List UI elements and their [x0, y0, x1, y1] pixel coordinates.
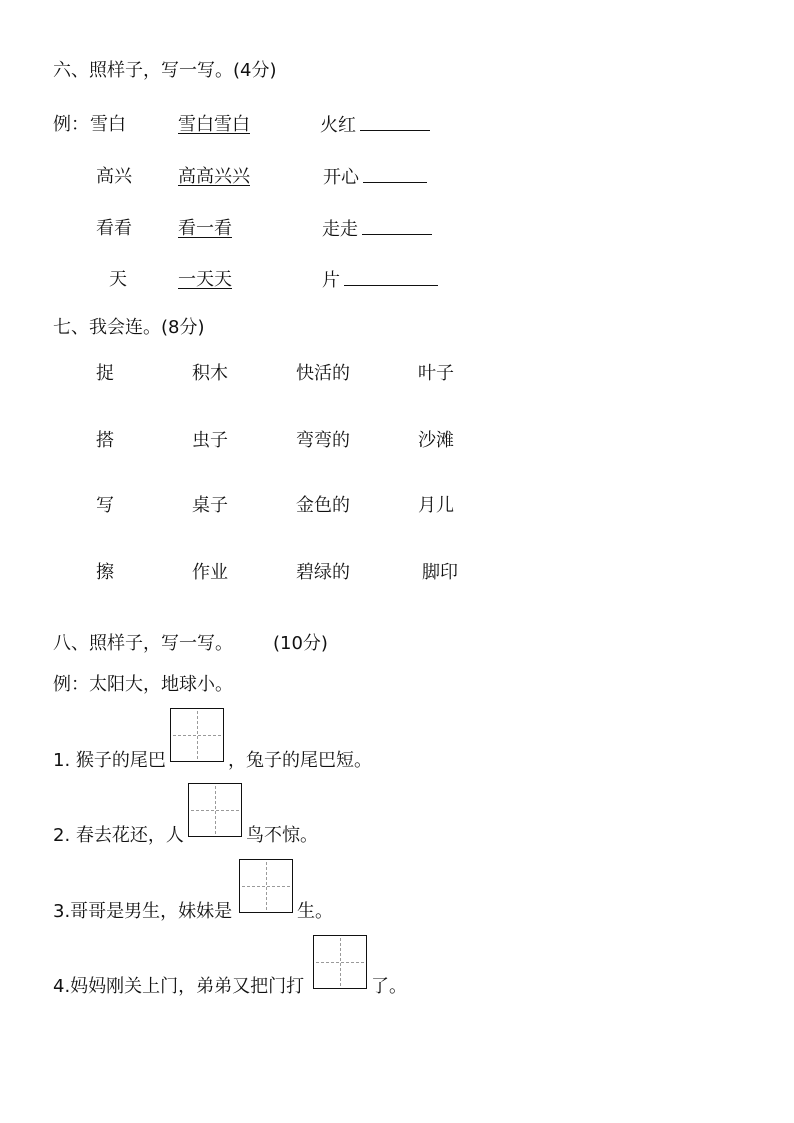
sentence-4-before: 4.妈妈刚关上门，弟弟又把门打: [53, 976, 305, 997]
writing-box-1[interactable]: [170, 708, 224, 762]
match-object: 脚印: [422, 562, 458, 583]
match-verb: 写: [96, 495, 114, 516]
answer-yitiantian: 一天天: [178, 269, 232, 290]
sentence-1-before: 1. 猴子的尾巴: [53, 750, 166, 771]
section8-title: 八、照样子，写一写。: [53, 633, 233, 654]
sentence-1-after: ，兔子的尾巴短。: [228, 750, 372, 771]
writing-box-4[interactable]: [313, 935, 367, 989]
word-tian: 天: [109, 269, 127, 290]
match-adjective: 碧绿的: [296, 562, 350, 583]
word-xuebai: 雪白: [90, 114, 126, 135]
section8-score: (10分): [273, 633, 328, 654]
word-kankan: 看看: [96, 218, 132, 239]
word-pian: 片: [322, 269, 438, 292]
blank-line[interactable]: [344, 269, 438, 286]
word-zouzou: 走走: [322, 218, 432, 241]
word-kaixin: 开心: [323, 166, 427, 189]
sentence-3-after: 生。: [297, 901, 333, 922]
answer-gaogaoxingxing: 高高兴兴: [178, 166, 250, 187]
match-object: 月儿: [418, 495, 454, 516]
match-adjective: 金色的: [296, 495, 350, 516]
blank-line[interactable]: [363, 166, 427, 183]
blank-line[interactable]: [362, 218, 432, 235]
match-noun: 桌子: [192, 495, 228, 516]
sentence-4-after: 了。: [371, 976, 407, 997]
writing-box-2[interactable]: [188, 783, 242, 837]
answer-xuebaixuebai: 雪白雪白: [178, 114, 250, 135]
sentence-3-before: 3.哥哥是男生，妹妹是: [53, 901, 233, 922]
match-adjective: 弯弯的: [296, 430, 350, 451]
section6-title: 六、照样子，写一写。(4分): [53, 60, 277, 81]
word-huohong: 火红: [320, 114, 430, 137]
example-prefix: 例：: [53, 114, 89, 135]
section7-title: 七、我会连。(8分): [53, 317, 205, 338]
match-verb: 擦: [96, 562, 114, 583]
match-verb: 捉: [96, 363, 114, 384]
match-object: 叶子: [418, 363, 454, 384]
match-noun: 积木: [192, 363, 228, 384]
sentence-2-after: 鸟不惊。: [246, 825, 318, 846]
match-verb: 搭: [96, 430, 114, 451]
match-adjective: 快活的: [296, 363, 350, 384]
match-noun: 虫子: [192, 430, 228, 451]
answer-kanyikan: 看一看: [178, 218, 232, 239]
blank-line[interactable]: [360, 114, 430, 131]
match-object: 沙滩: [418, 430, 454, 451]
match-noun: 作业: [192, 562, 228, 583]
section8-example: 例：太阳大，地球小。: [53, 674, 233, 695]
sentence-2-before: 2. 春去花还，人: [53, 825, 184, 846]
writing-box-3[interactable]: [239, 859, 293, 913]
word-gaoxing: 高兴: [96, 166, 132, 187]
